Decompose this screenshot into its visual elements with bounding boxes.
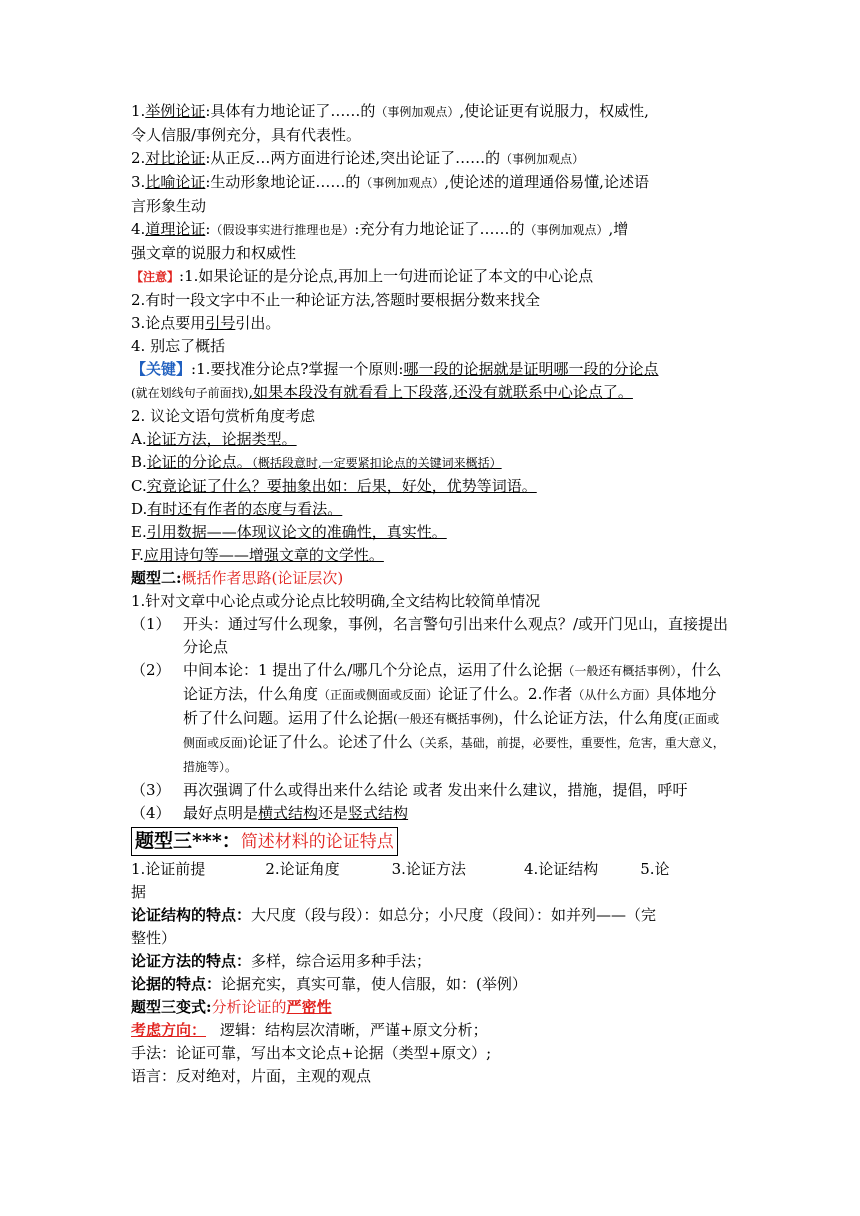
term: 横式结构 xyxy=(258,804,319,822)
line-key xyxy=(131,358,731,381)
heading-title: 概括作者思路(论证层次) xyxy=(181,569,344,587)
line: 2.有时一段文字中不止一种论证方法,答题时要根据分数来找全 xyxy=(131,291,541,309)
text: A. xyxy=(131,430,147,448)
list-item-4 xyxy=(131,802,731,825)
text: ,如果本段没有就看看上下段落,还没有就联系中心论点了。 xyxy=(248,383,633,401)
line-structure xyxy=(131,904,731,927)
text: 具体地分析了什么问题。运用了什么论据 xyxy=(183,685,717,727)
text: 再次强调了什么或得出来什么结论 或者 发出来什么建议，措施，提倡，呼吁 xyxy=(183,781,688,799)
term-metaphor-argument: 比喻论证 xyxy=(145,173,206,191)
text: 大尺度（段与段）：如总分；小尺度（段间）：如并列——（完 xyxy=(251,906,657,924)
heading-label: 题型三***： xyxy=(135,830,241,852)
heading-type-3 xyxy=(131,825,731,858)
note: (一般还有概括事例) xyxy=(393,712,499,726)
document-page xyxy=(131,100,731,1088)
line-metaphor-argument xyxy=(131,171,731,195)
heading-label: 题型二: xyxy=(131,569,182,587)
line xyxy=(131,1019,731,1042)
text: 中间本论：1 提出了什么/哪几个分论点，运用了什么论据 xyxy=(183,661,563,679)
list-marker: （1） xyxy=(131,615,171,633)
line: 据 xyxy=(131,883,147,901)
text: 3.论点要用 xyxy=(131,314,206,332)
line xyxy=(131,544,731,567)
line-points xyxy=(131,858,731,881)
text: 3. xyxy=(131,173,146,191)
text: 引出。 xyxy=(235,314,281,332)
line xyxy=(131,312,731,335)
note: （事例加观点） xyxy=(524,223,609,237)
term-contrast-argument: 对比论证 xyxy=(145,149,206,167)
note: （事例加观点） xyxy=(500,152,585,166)
text: 4. xyxy=(131,220,146,238)
text: 究竟论证了什么？要抽象出如：后果，好处，优势等词语。 xyxy=(146,477,537,495)
term-example-argument: 举例论证 xyxy=(145,102,206,120)
text: :充分有力地论证了……的 xyxy=(354,220,525,238)
text: 论证了什么。论述了什么 xyxy=(247,733,413,751)
line: 语言：反对绝对，片面，主观的观点 xyxy=(131,1067,372,1085)
note: （从什么方面） xyxy=(572,688,657,702)
note-label: 【注意】 xyxy=(131,270,180,284)
text: 论证的分论点。 xyxy=(146,453,252,471)
text: 论证了什么。2.作者 xyxy=(438,685,573,703)
text: 1. xyxy=(131,102,146,120)
list-marker: （3） xyxy=(131,781,171,799)
heading-title: 严密性 xyxy=(286,998,332,1016)
heading-type-3-variant xyxy=(131,996,731,1019)
line: 手法：论证可靠，写出本文论点+论据（类型+原文）; xyxy=(131,1044,492,1062)
note: (正面或侧面或反面) xyxy=(183,712,720,750)
text: F. xyxy=(131,546,144,564)
line-example-argument xyxy=(131,100,731,124)
text: ,使论证更有说服力，权威性, xyxy=(459,102,649,120)
text: : xyxy=(205,220,211,238)
text: 还是 xyxy=(318,804,349,822)
text: 4.论证结构 xyxy=(523,860,599,878)
heading-title: 简述材料的论证特点 xyxy=(240,832,394,852)
line: 2. 议论文语句赏析角度考虑 xyxy=(131,407,316,425)
text: 应用诗句等——增强文章的文学性。 xyxy=(143,546,384,564)
term-reason-argument: 道理论证 xyxy=(145,220,206,238)
term: 竖式结构 xyxy=(348,804,409,822)
text: 开头：通过写什么现象，事例，名言警句引出来什么观点？/或开门见山，直接提出分论点 xyxy=(183,615,729,656)
text: :生动形象地论证……的 xyxy=(205,173,361,191)
line-method xyxy=(131,950,731,973)
line xyxy=(131,428,731,451)
line xyxy=(131,475,731,498)
line xyxy=(131,381,731,405)
text: 多样，综合运用多种手法； xyxy=(251,952,432,970)
text: C. xyxy=(131,477,147,495)
label: 论证方法的特点： xyxy=(131,952,252,970)
line-contrast-argument xyxy=(131,147,731,171)
text: ,使论述的道理通俗易懂,论述语 xyxy=(444,173,649,191)
text: 引用数据——体现议论文的准确性，真实性。 xyxy=(146,523,447,541)
heading-label: 题型三变式: xyxy=(131,998,212,1016)
text: 3.论证方法 xyxy=(391,860,466,878)
line: 整性） xyxy=(131,929,177,947)
text: :1.要找准分论点?掌握一个原则: xyxy=(191,360,404,378)
text: ，什么论证方法，什么角度 xyxy=(183,661,722,703)
note: (就在划线句子前面找) xyxy=(131,386,249,400)
list-item-1 xyxy=(131,613,731,659)
text: 哪一段的论据就是证明哪一段的分论点 xyxy=(403,360,659,378)
line-note xyxy=(131,265,731,289)
heading-title: 分析论证的 xyxy=(211,998,287,1016)
line xyxy=(131,521,731,544)
text: :具体有力地论证了……的 xyxy=(205,102,376,120)
key-label: 【关键】 xyxy=(131,360,192,378)
line: 强文章的说服力和权威性 xyxy=(131,244,297,262)
line: 4. 别忘了概括 xyxy=(131,337,226,355)
text: 论证方法，论据类型。 xyxy=(146,430,297,448)
line-reason-argument xyxy=(131,218,731,242)
text: 有时还有作者的态度与看法。 xyxy=(147,500,343,518)
line xyxy=(131,498,731,521)
list-item-2 xyxy=(131,659,731,779)
text: ，什么论证方法，什么角度 xyxy=(498,709,679,727)
term-quotes: 引号 xyxy=(205,314,236,332)
label: 论证结构的特点： xyxy=(131,906,252,924)
note: （一般还有概括事例） xyxy=(562,664,677,678)
note: （事例加观点） xyxy=(360,176,445,190)
heading-type-2 xyxy=(131,567,731,590)
list-marker: （2） xyxy=(131,661,171,679)
label: 考虑方向： xyxy=(131,1021,207,1039)
line: 1.针对文章中心论点或分论点比较明确,全文结构比较简单情况 xyxy=(131,592,541,610)
note: （概括段意时,一定要紧扣论点的关键词来概括） xyxy=(251,456,502,470)
text: D. xyxy=(131,500,148,518)
note: （关系，基础，前提，必要性，重要性，危害，重大意义，措施等）。 xyxy=(183,736,725,774)
text: E. xyxy=(131,523,147,541)
text: ,增 xyxy=(608,220,629,238)
text: B. xyxy=(131,453,147,471)
text: 2. xyxy=(131,149,146,167)
list-item-3 xyxy=(131,779,731,802)
note: （事例加观点） xyxy=(375,105,460,119)
text: 2.论证角度 xyxy=(265,860,340,878)
text: :从正反…两方面进行论述,突出论证了……的 xyxy=(205,149,501,167)
line xyxy=(131,451,731,475)
note: （正面或侧面或反面） xyxy=(318,688,439,702)
list-marker: （4） xyxy=(131,804,171,822)
text: 5.论 xyxy=(640,860,670,878)
heading-box xyxy=(131,827,398,856)
text: 论据充实，真实可靠，使人信服，如：(举例） xyxy=(221,975,527,993)
text: 1.论证前提 xyxy=(131,860,206,878)
line: 令人信服/事例充分，具有代表性。 xyxy=(131,126,362,144)
text: 最好点明是 xyxy=(183,804,259,822)
line-evidence xyxy=(131,973,731,996)
label: 论据的特点： xyxy=(131,975,222,993)
text: 逻辑：结构层次清晰，严谨+原文分析； xyxy=(220,1021,488,1039)
note: （假设事实进行推理也是） xyxy=(210,223,355,237)
text: :1.如果论证的是分论点,再加上一句进而论证了本文的中心论点 xyxy=(179,267,594,285)
line: 言形象生动 xyxy=(131,197,207,215)
